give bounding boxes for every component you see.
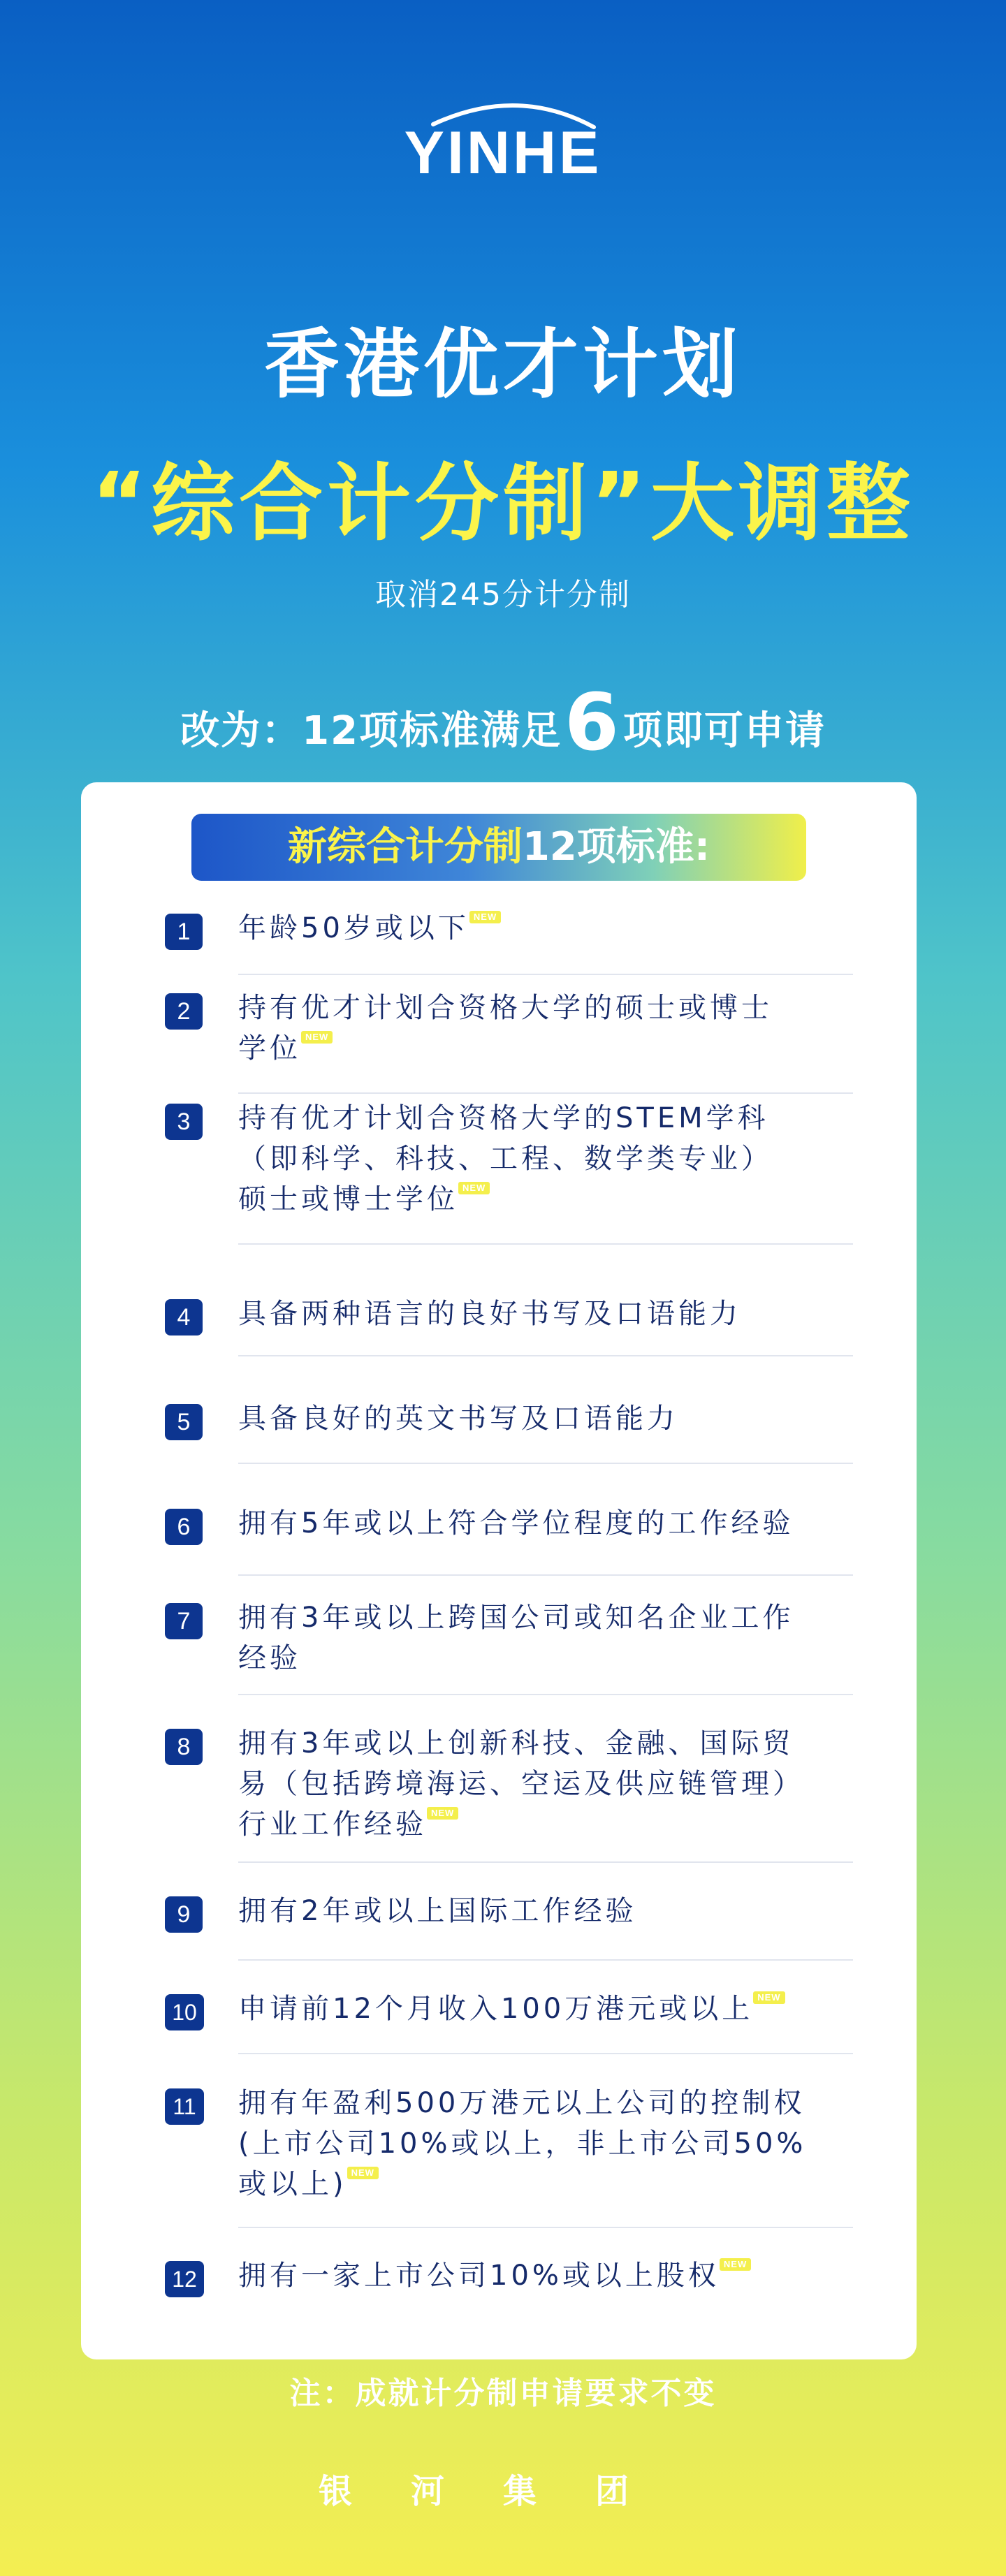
item-line-text: 具备两种语言的良好书写及口语能力 bbox=[238, 1298, 741, 1330]
item-divider bbox=[238, 1959, 853, 1961]
new-badge: NEW bbox=[753, 1991, 785, 2004]
item-divider bbox=[238, 1243, 853, 1245]
item-line-text: 行业工作经验 bbox=[238, 1808, 427, 1840]
new-badge: NEW bbox=[720, 2258, 751, 2271]
item-divider bbox=[238, 2053, 853, 2054]
item-text-line bbox=[238, 1764, 853, 1804]
item-line-text: 拥有5年或以上符合学位程度的工作经验 bbox=[238, 1507, 794, 1539]
new-badge: NEW bbox=[458, 1182, 490, 1194]
headline-suffix: 项即可申请 bbox=[622, 708, 826, 754]
item-text-line bbox=[238, 1503, 853, 1544]
item-line-text: （即科学、科技、工程、数学类专业） bbox=[238, 1143, 773, 1175]
criteria-heading-rest: 12项标准: bbox=[522, 824, 710, 870]
item-text bbox=[238, 1294, 853, 1334]
item-text-line bbox=[238, 1028, 853, 1069]
arc-logo-icon bbox=[384, 91, 622, 189]
item-text bbox=[238, 1503, 853, 1544]
item-number-badge: 11 bbox=[165, 2088, 204, 2125]
item-divider bbox=[238, 1092, 853, 1094]
item-text bbox=[238, 2083, 853, 2204]
item-line-text: 拥有年盈利500万港元以上公司的控制权 bbox=[238, 2087, 805, 2119]
item-text-line bbox=[238, 1638, 853, 1678]
item-text-line bbox=[238, 1891, 853, 1931]
item-number-badge: 7 bbox=[165, 1603, 203, 1639]
item-text-line bbox=[238, 2164, 853, 2204]
item-line-text: 拥有3年或以上创新科技、金融、国际贸 bbox=[238, 1727, 794, 1759]
item-text-line bbox=[238, 1804, 853, 1845]
logo-text: YINHE bbox=[404, 119, 602, 186]
item-divider bbox=[238, 2227, 853, 2228]
item-line-text: 易（包括跨境海运、空运及供应链管理） bbox=[238, 1768, 804, 1800]
new-badge: NEW bbox=[301, 1031, 333, 1044]
item-text-line bbox=[238, 2255, 853, 2296]
item-line-text: 拥有2年或以上国际工作经验 bbox=[238, 1895, 637, 1927]
item-text-line bbox=[238, 2083, 853, 2123]
item-number-badge: 8 bbox=[165, 1729, 203, 1765]
page-title-highlight: “综合计分制”大调整 bbox=[92, 455, 914, 552]
item-text-line bbox=[238, 1597, 853, 1638]
item-text-line bbox=[238, 1398, 853, 1439]
item-number-badge: 10 bbox=[165, 1994, 204, 2030]
item-text-line bbox=[238, 2123, 853, 2164]
page-title: 香港优才计划 bbox=[263, 321, 742, 409]
item-number-badge: 12 bbox=[165, 2261, 204, 2297]
footnote: 注：成就计分制申请要求不变 bbox=[289, 2376, 717, 2411]
item-divider bbox=[238, 974, 853, 975]
item-text-line bbox=[238, 988, 853, 1028]
criteria-heading-highlight: 新综合计分制 bbox=[287, 824, 523, 870]
item-text bbox=[238, 1989, 853, 2029]
item-line-text: 拥有一家上市公司10%或以上股权 bbox=[238, 2260, 720, 2292]
item-divider bbox=[238, 1861, 853, 1863]
item-text-line bbox=[238, 1723, 853, 1764]
item-number-badge: 2 bbox=[165, 993, 203, 1030]
item-line-text: (上市公司10%或以上，非上市公司50% bbox=[238, 2128, 807, 2160]
subtitle: 取消245分计分制 bbox=[375, 577, 631, 613]
item-line-text: 拥有3年或以上跨国公司或知名企业工作 bbox=[238, 1602, 794, 1634]
item-number-badge: 1 bbox=[165, 914, 203, 950]
item-text bbox=[238, 2255, 853, 2296]
item-line-text: 申请前12个月收入100万港元或以上 bbox=[238, 1993, 754, 2025]
item-divider bbox=[238, 1694, 853, 1695]
item-text bbox=[238, 1891, 853, 1931]
criteria-card bbox=[81, 782, 917, 2359]
item-text-line bbox=[238, 1989, 853, 2029]
item-divider bbox=[238, 1463, 853, 1464]
item-text-line bbox=[238, 908, 853, 949]
headline-number: 6 bbox=[564, 678, 620, 768]
item-line-text: 持有优才计划合资格大学的硕士或博士 bbox=[238, 992, 773, 1024]
headline bbox=[0, 678, 1006, 773]
item-number-badge: 5 bbox=[165, 1404, 203, 1440]
item-text-line bbox=[238, 1139, 853, 1179]
item-text bbox=[238, 908, 853, 949]
item-divider bbox=[238, 1355, 853, 1356]
item-line-text: 具备良好的英文书写及口语能力 bbox=[238, 1403, 678, 1435]
item-number-badge: 6 bbox=[165, 1509, 203, 1545]
new-badge: NEW bbox=[347, 2167, 379, 2179]
item-line-text: 硕士或博士学位 bbox=[238, 1183, 458, 1215]
item-line-text: 经验 bbox=[238, 1642, 301, 1674]
criteria-heading bbox=[191, 814, 806, 881]
item-line-text: 持有优才计划合资格大学的STEM学科 bbox=[238, 1102, 769, 1134]
item-line-text: 学位 bbox=[238, 1032, 301, 1064]
item-text bbox=[238, 1723, 853, 1845]
item-divider bbox=[238, 1574, 853, 1576]
item-number-badge: 3 bbox=[165, 1104, 203, 1140]
logo bbox=[0, 91, 1006, 196]
item-line-text: 年龄50岁或以下 bbox=[238, 912, 469, 944]
item-text bbox=[238, 1398, 853, 1439]
footer-brand: 银河集团 bbox=[318, 2472, 687, 2511]
headline-prefix: 改为：12项标准满足 bbox=[180, 708, 562, 754]
new-badge: NEW bbox=[427, 1807, 458, 1820]
item-number-badge: 9 bbox=[165, 1896, 203, 1933]
item-text bbox=[238, 1098, 853, 1220]
item-text bbox=[238, 1597, 853, 1678]
item-number-badge: 4 bbox=[165, 1299, 203, 1335]
item-text bbox=[238, 988, 853, 1069]
item-text-line bbox=[238, 1294, 853, 1334]
item-line-text: 或以上) bbox=[238, 2168, 347, 2200]
new-badge: NEW bbox=[469, 911, 501, 923]
item-text-line bbox=[238, 1179, 853, 1220]
item-text-line bbox=[238, 1098, 853, 1139]
